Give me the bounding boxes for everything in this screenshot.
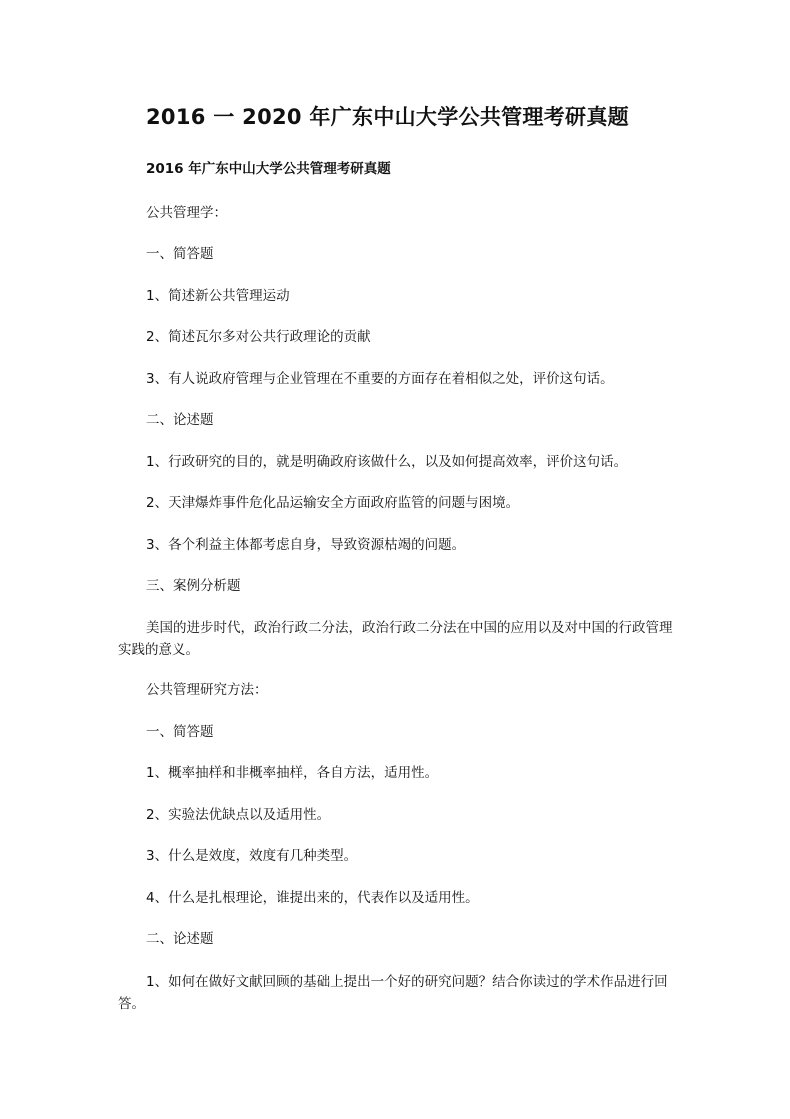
question-item: 1、概率抽样和非概率抽样，各自方法，适用性。: [146, 765, 439, 781]
question-item: 1、行政研究的目的，就是明确政府该做什么，以及如何提高效率，评价这句话。: [146, 454, 628, 470]
part-heading-essay: 二、论述题: [146, 412, 214, 428]
subject-heading-research-methods: 公共管理研究方法：: [146, 682, 268, 698]
part-heading-short-answer: 一、简答题: [146, 724, 214, 740]
question-item: 1、简述新公共管理运动: [146, 288, 290, 304]
question-item: 2、天津爆炸事件危化品运输安全方面政府监管的问题与困境。: [146, 495, 520, 511]
question-item: 4、什么是扎根理论，谁提出来的，代表作以及适用性。: [146, 890, 479, 906]
question-item: 3、有人说政府管理与企业管理在不重要的方面存在着相似之处，评价这句话。: [146, 371, 614, 387]
essay-question-paragraph: 1、如何在做好文献回顾的基础上提出一个好的研究问题？结合你读过的学术作品进行回答。: [118, 974, 668, 1012]
case-question-paragraph: 美国的进步时代，政治行政二分法，政治行政二分法在中国的应用以及对中国的行政管理实践的意义。: [118, 620, 673, 658]
question-item: 2、实验法优缺点以及适用性。: [146, 807, 331, 823]
part-heading-essay: 二、论述题: [146, 931, 214, 947]
subject-heading-public-management: 公共管理学：: [146, 205, 227, 221]
part-heading-short-answer: 一、简答题: [146, 246, 214, 262]
question-item: 3、各个利益主体都考虑自身，导致资源枯竭的问题。: [146, 537, 466, 553]
document-title: 2016 一 2020 年广东中山大学公共管理考研真题: [146, 105, 629, 129]
question-item: 3、什么是效度，效度有几种类型。: [146, 848, 358, 864]
part-heading-case-analysis: 三、案例分析题: [146, 578, 241, 594]
question-item: 2、简述瓦尔多对公共行政理论的贡献: [146, 329, 371, 345]
section-heading-2016: 2016 年广东中山大学公共管理考研真题: [146, 161, 391, 177]
